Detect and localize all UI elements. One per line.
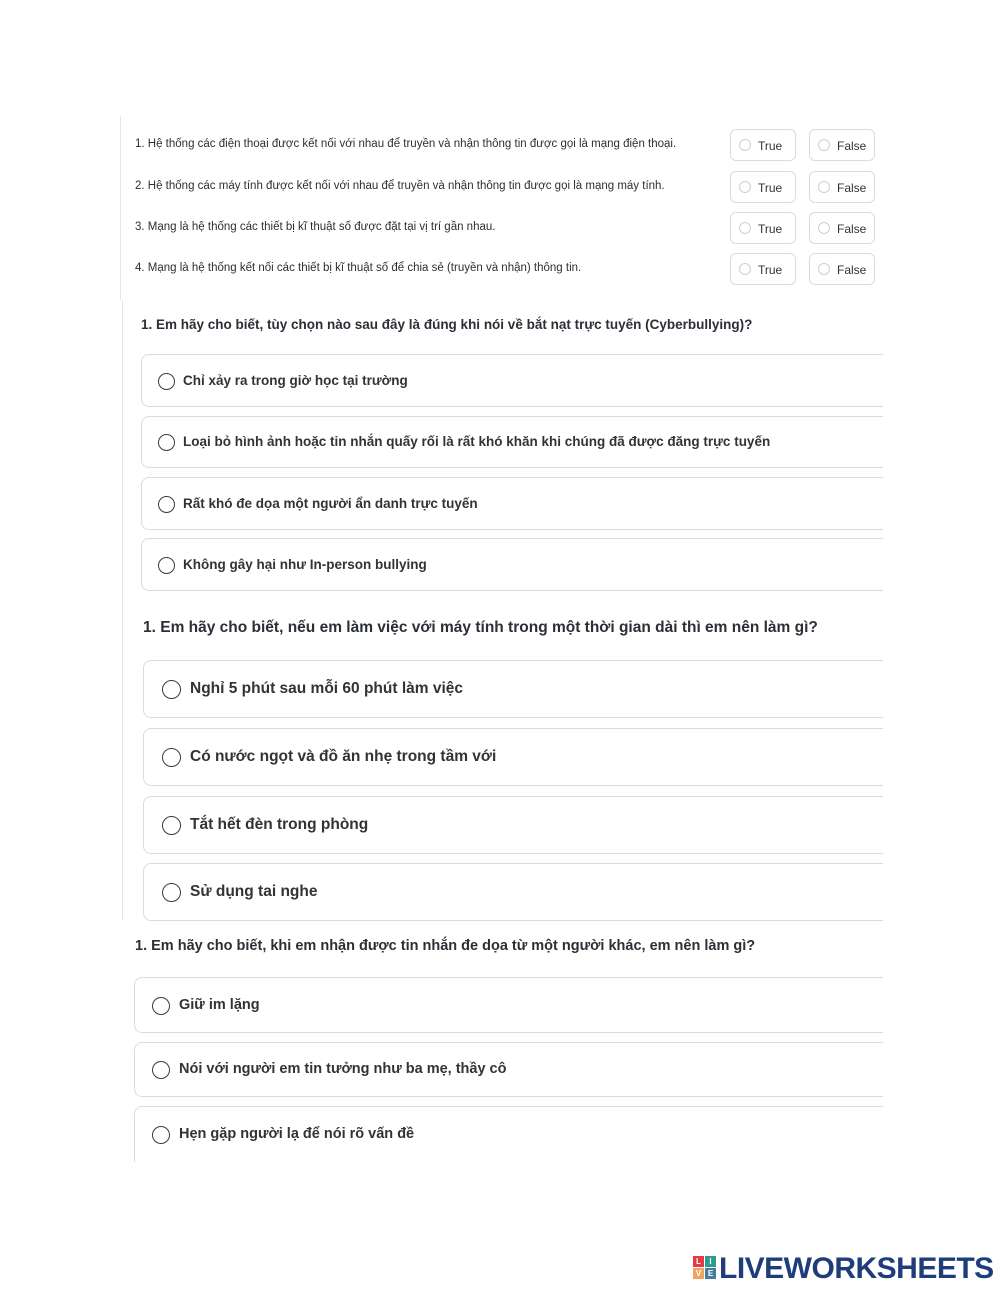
radio-icon (739, 222, 751, 234)
tf-statement-text: 3. Mạng là hệ thống các thiết bị kĩ thuật số được đặt tại vị trí gần nhau. (135, 221, 496, 233)
tf-statement-row (135, 253, 880, 287)
false-button[interactable] (809, 253, 875, 285)
radio-icon (739, 181, 751, 193)
radio-icon (162, 748, 181, 767)
false-label: False (837, 263, 867, 277)
option-label: Rất khó đe dọa một người ẩn danh trực tuyến (183, 496, 478, 511)
tf-statement-row (135, 129, 880, 163)
true-label: True (758, 222, 783, 236)
radio-icon (152, 1061, 170, 1079)
true-label: True (758, 139, 783, 153)
tf-statement-text: 2. Hệ thống các máy tính được kết nối với nhau để truyền và nhận thông tin được gọi là mạng máy tính. (135, 180, 665, 192)
radio-icon (818, 139, 830, 151)
question-title: 1. Em hãy cho biết, khi em nhận được tin nhắn đe dọa từ một người khác, em nên làm gì? (135, 938, 756, 954)
radio-icon (158, 434, 175, 451)
radio-icon (739, 263, 751, 275)
answer-option[interactable] (134, 977, 883, 1033)
question-title: 1. Em hãy cho biết, nếu em làm việc với máy tính trong một thời gian dài thì em nên làm gì? (143, 619, 818, 636)
option-label: Hẹn gặp người lạ để nói rõ vấn đề (179, 1126, 415, 1142)
logo-mark-cell: L (693, 1256, 704, 1267)
false-label: False (837, 139, 867, 153)
answer-option[interactable] (141, 354, 883, 407)
true-button[interactable] (730, 129, 796, 161)
radio-icon (158, 557, 175, 574)
radio-icon (162, 883, 181, 902)
radio-icon (162, 680, 181, 699)
answer-option[interactable] (141, 477, 883, 530)
logo-text: LIVEWORKSHEETS (719, 1252, 994, 1285)
true-button[interactable] (730, 212, 796, 244)
answer-option[interactable] (141, 416, 883, 468)
false-button[interactable] (809, 129, 875, 161)
radio-icon (818, 263, 830, 275)
option-label: Nghỉ 5 phút sau mỗi 60 phút làm việc (190, 680, 464, 697)
answer-option[interactable] (143, 796, 883, 854)
logo-mark-cell: E (705, 1268, 716, 1279)
option-label: Loại bỏ hình ảnh hoặc tin nhắn quấy rối là rất khó khăn khi chúng đã được đăng trực tuyến (183, 434, 771, 449)
radio-icon (818, 181, 830, 193)
logo-mark-icon (693, 1256, 717, 1280)
answer-option[interactable] (143, 863, 883, 921)
radio-icon (739, 139, 751, 151)
answer-option[interactable] (141, 538, 883, 591)
section-divider (120, 116, 121, 300)
option-label: Sử dụng tai nghe (190, 883, 318, 900)
false-button[interactable] (809, 212, 875, 244)
option-label: Chỉ xảy ra trong giờ học tại trường (183, 373, 408, 388)
question-title: 1. Em hãy cho biết, tùy chọn nào sau đây là đúng khi nói về bắt nạt trực tuyến (Cyberbullying)? (141, 317, 753, 332)
logo-mark-cell: V (693, 1268, 704, 1279)
option-label: Có nước ngọt và đồ ăn nhẹ trong tầm với (190, 748, 497, 765)
option-label: Giữ im lặng (179, 997, 260, 1013)
radio-icon (152, 1126, 170, 1144)
answer-option[interactable] (143, 728, 883, 786)
tf-statement-text: 4. Mạng là hệ thống kết nối các thiết bị kĩ thuật số để chia sẻ (truyền và nhận) thông tin. (135, 262, 582, 274)
option-label: Không gây hại như In-person bullying (183, 557, 427, 572)
option-label: Tắt hết đèn trong phòng (190, 816, 369, 833)
false-label: False (837, 181, 867, 195)
false-label: False (837, 222, 867, 236)
option-label: Nói với người em tin tưởng như ba mẹ, thầy cô (179, 1061, 507, 1077)
logo-mark-cell: I (705, 1256, 716, 1267)
true-label: True (758, 181, 783, 195)
answer-option[interactable] (134, 1106, 883, 1162)
true-button[interactable] (730, 253, 796, 285)
tf-statement-row (135, 171, 880, 205)
tf-statement-row (135, 212, 880, 246)
section-divider (122, 300, 123, 920)
answer-option[interactable] (143, 660, 883, 718)
true-button[interactable] (730, 171, 796, 203)
true-label: True (758, 263, 783, 277)
radio-icon (158, 496, 175, 513)
radio-icon (162, 816, 181, 835)
radio-icon (158, 373, 175, 390)
radio-icon (152, 997, 170, 1015)
answer-option[interactable] (134, 1042, 883, 1097)
false-button[interactable] (809, 171, 875, 203)
tf-statement-text: 1. Hệ thống các điện thoại được kết nối với nhau để truyền và nhận thông tin được gọi là mạng điện thoại. (135, 138, 677, 150)
radio-icon (818, 222, 830, 234)
